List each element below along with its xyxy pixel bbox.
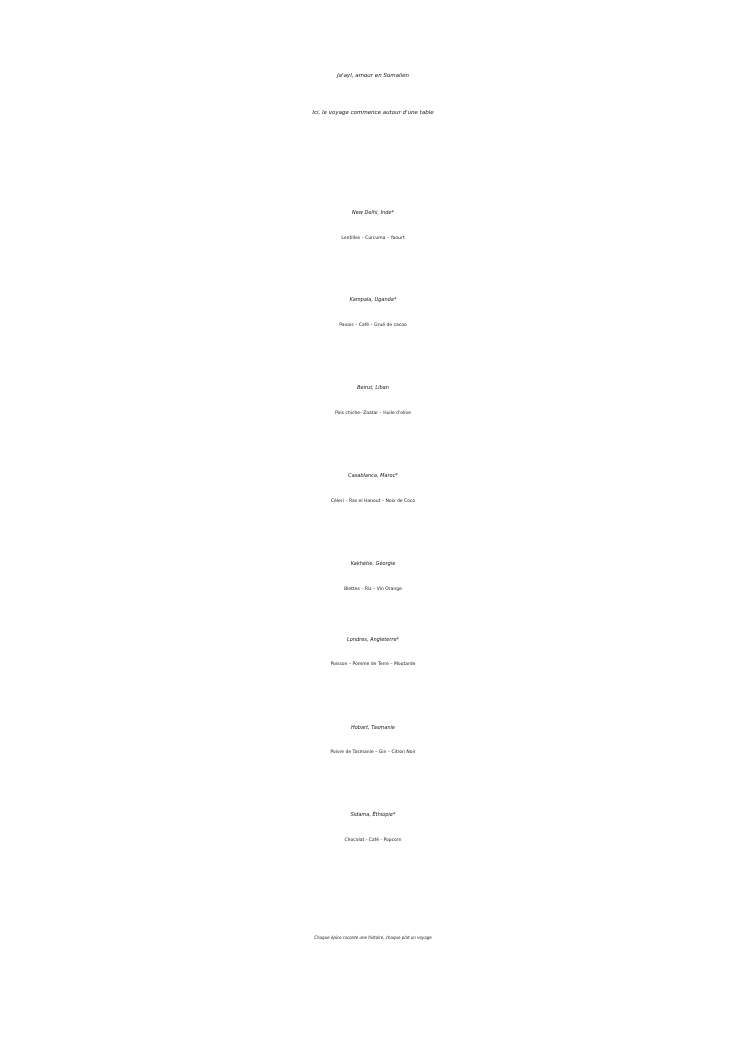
course-ingredients: Panais – Café – Grué de cacao [339, 323, 407, 328]
course-ingredients: Pois chiche- Zaatar – Huile d'olive [335, 411, 411, 416]
course-place: Londres, Angleterre* [346, 637, 400, 643]
course-place: New Delhi, Inde* [352, 210, 394, 216]
course-place: Sidama, Éthiopie* [350, 812, 396, 818]
course-ingredients: Céleri – Ras el Hanout – Noix de Coco [330, 499, 416, 504]
header-title: Ja'ayl, amour en Somalien [337, 73, 409, 79]
course-ingredients: Poisson – Pomme de Terre – Moutarde [330, 662, 416, 667]
course-ingredients: Chocolat - Café - Popcorn [344, 838, 402, 843]
course-ingredients: Poivre de Tasmanie – Gin – Citron Noir [330, 750, 416, 755]
course-place: Hobart, Tasmanie [350, 725, 396, 731]
course-place: Kampala, Uganda* [349, 297, 397, 303]
header-subtitle: Ici, le voyage commence autour d'une table [312, 110, 434, 116]
course-ingredients: Blettes – Riz – Vin Orange [344, 587, 402, 592]
course-ingredients: Lentilles – Curcuma – Yaourt [341, 236, 405, 241]
course-place: Kakhétie, Géorgie [350, 561, 396, 567]
course-place: Beirut, Liban [357, 385, 389, 391]
course-place: Casablanca, Maroc* [348, 473, 398, 479]
footer-tagline: Chaque épice raconte une histoire, chaque plat un voyage [314, 935, 432, 940]
